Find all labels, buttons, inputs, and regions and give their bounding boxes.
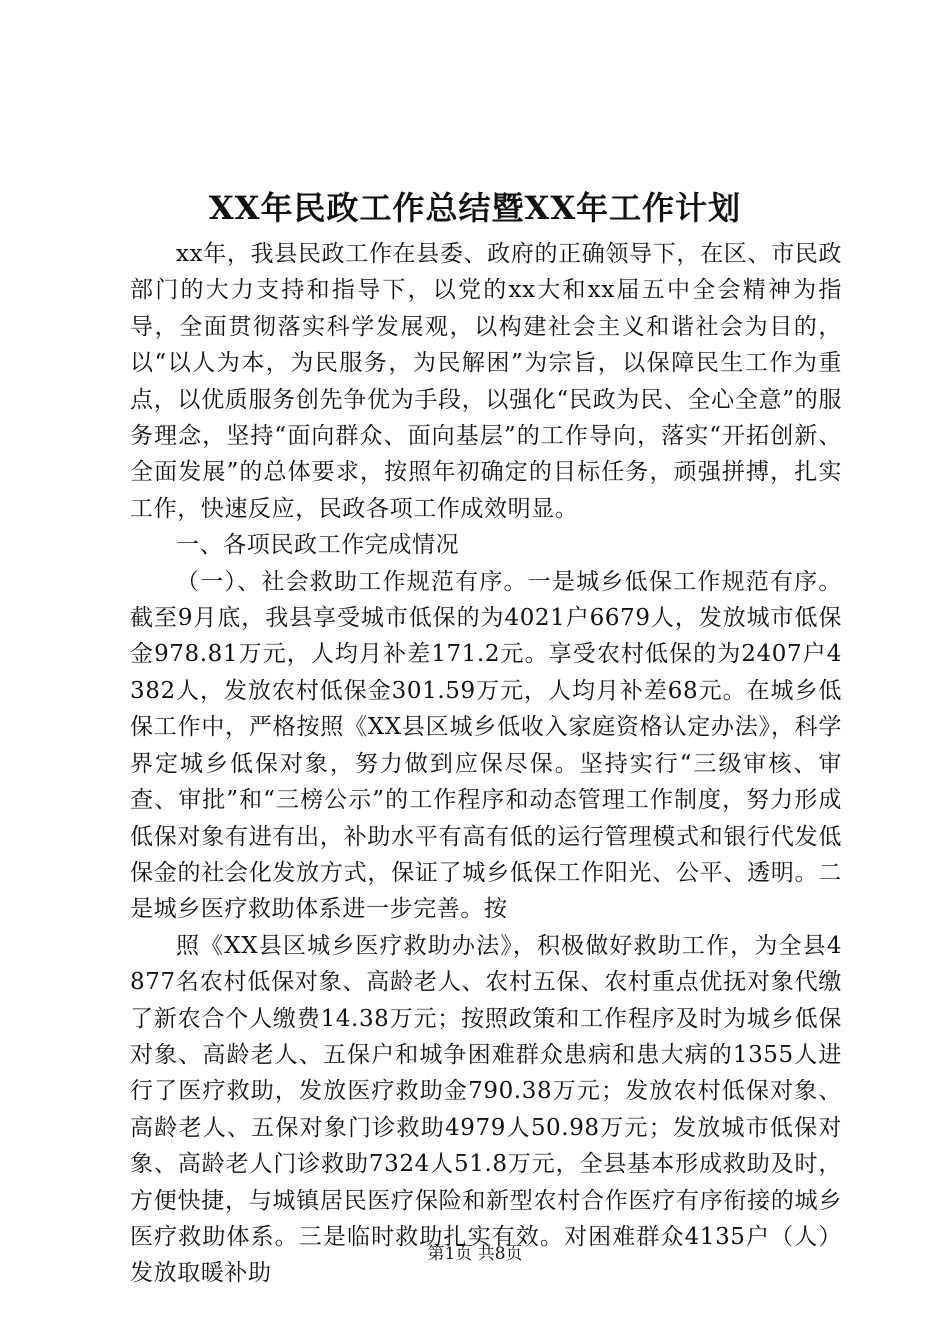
section-heading: 一、各项民政工作完成情况: [176, 532, 460, 559]
intro-paragraph: xx年，我县民政工作在县委、政府的正确领导下，在区、市民政部门的大力支持和指导下，以党的xx大和xx届五中全会精神为指导，全面贯彻落实科学发展观，以构建社会主义和谐社会为目的，以“以人为本，为民服务，为民解困”为宗旨，以保障民生工作为重点，以优质服务创先争优为手段，以强化“民政为民、全心全意”的服务理念，坚持“面向群众、面向基层”的工作导向，落实“开拓创新、全面发展”的总体要求，按照年初确定的目标任务，顽强拼搏，扎实工作，快速反应，民政各项工作成效明显。: [130, 241, 842, 522]
document-title: XX年民政工作总结暨XX年工作计划: [208, 189, 742, 227]
social-assistance-paragraph: （一）、社会救助工作规范有序。一是城乡低保工作规范有序。截至9月底，我县享受城市低保的为4021户6679人，发放城市低保金978.81万元，人均月补差171.2元。享受农村低保的为2407户4382人，发放农村低保金301.59万元，人均月补差68元。在城乡低保工作中，严格按照《XX县区城乡低收入家庭资格认定办法》，科学界定城乡低保对象，努力做到应保尽保。坚持实行“三级审核、审查、审批”和“三榜公示”的工作程序和动态管理工作制度，努力形成低保对象有进有出，补助水平有高有低的运行管理模式和银行代发低保金的社会化发放方式，保证了城乡低保工作阳光、公平、透明。二是城乡医疗救助体系进一步完善。按: [130, 568, 842, 923]
page-number-footer: 第1页 共8页: [427, 1244, 523, 1264]
medical-assistance-paragraph: 照《XX县区城乡医疗救助办法》，积极做好救助工作，为全县4877名农村低保对象、高龄老人、农村五保、农村重点优抚对象代缴了新农合个人缴费14.38万元；按照政策和工作程序及时为城乡低保对象、高龄老人、五保户和城争困难群众患病和患大病的1355人进行了医疗救助，发放医疗救助金790.38万元；发放农村低保对象、高龄老人、五保对象门诊救助4979人50.98万元；发放城市低保对象、高龄老人门诊救助7324人51.8万元，全县基本形成救助及时，方便快捷，与城镇居民医疗保险和新型农村合作医疗有序衔接的城乡医疗救助体系。三是临时救助扎实有效。对困难群众4135户（人）发放取暖补助: [130, 932, 842, 1287]
document-body: [130, 236, 842, 1292]
